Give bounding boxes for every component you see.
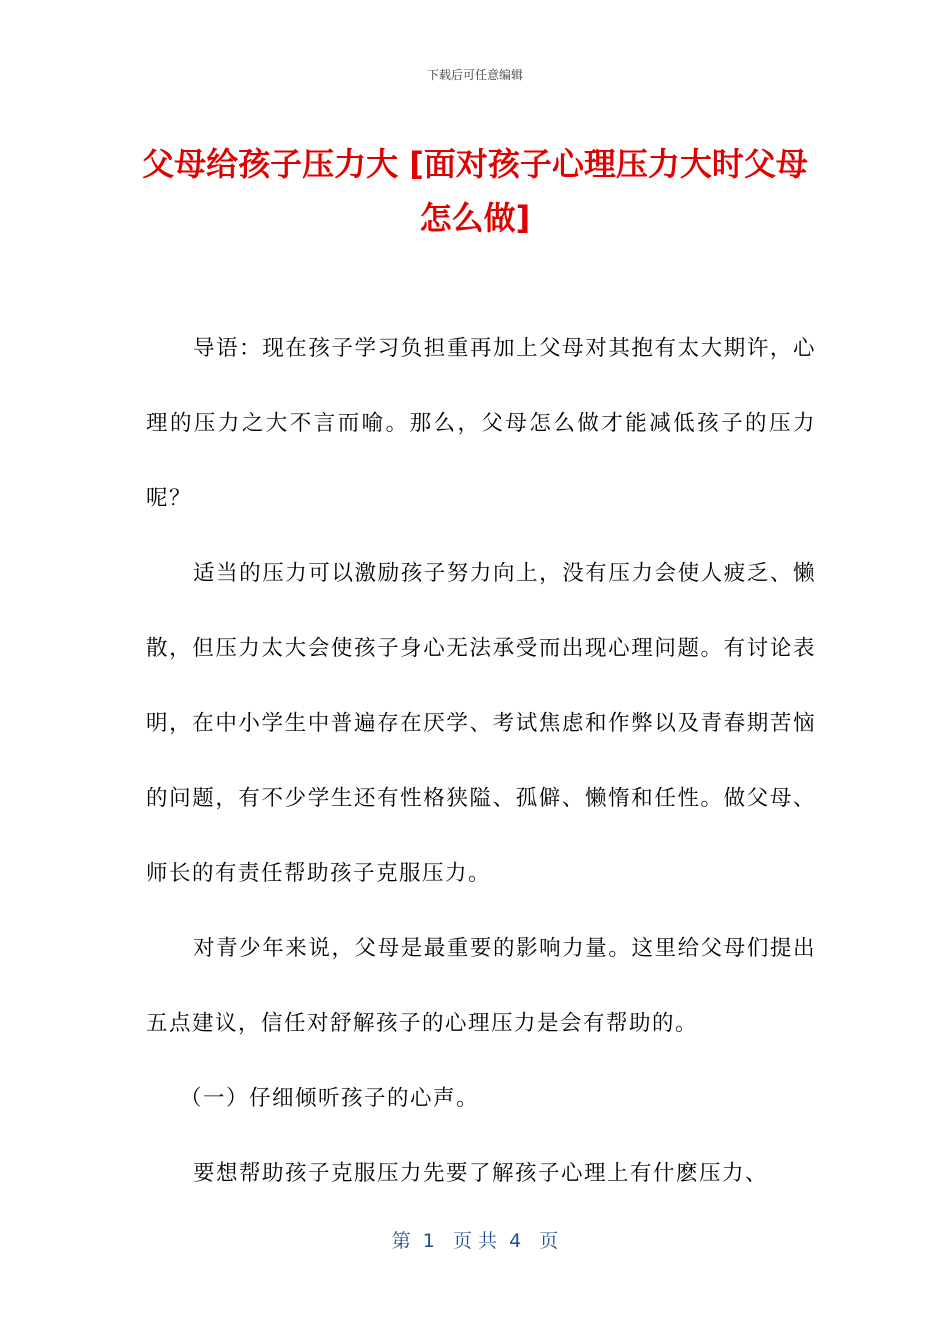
- header-note: 下载后可任意编辑: [426, 68, 523, 82]
- paragraph-pressure: 适当的压力可以激励孩子努力向上，没有压力会使人疲乏、懒散，但压力太大会使孩子身心无法承受而出现心理问题。有讨论表明，在中小学生中普遍存在厌学、考试焦虑和作弊以及青春期苦恼的问题，有不少学生还有性格狭隘、孤僻、懒惰和任性。做父母、师长的有责任帮助孩子克服压力。: [146, 561, 816, 886]
- paragraph-parents: 对青少年来说，父母是最重要的影响力量。这里给父母们提出五点建议，信任对舒解孩子的心理压力是会有帮助的。: [146, 936, 816, 1036]
- paragraph-intro: 导语：现在孩子学习负担重再加上父母对其抱有太大期许，心理的压力之大不言而喻。那么，父母怎么做才能减低孩子的压力呢？: [146, 336, 816, 511]
- paragraph-listen: 要想帮助孩子克服压力先要了解孩子心理上有什麽压力、: [193, 1161, 769, 1186]
- document-body: [146, 311, 816, 1211]
- section-heading-one: （一）仔细倾听孩子的心声。: [180, 1086, 480, 1111]
- page-title: 父母给孩子压力大 [面对孩子心理压力大时父母怎么做]: [142, 145, 808, 237]
- page-footer: 第 1 页 共 4 页: [391, 1230, 559, 1252]
